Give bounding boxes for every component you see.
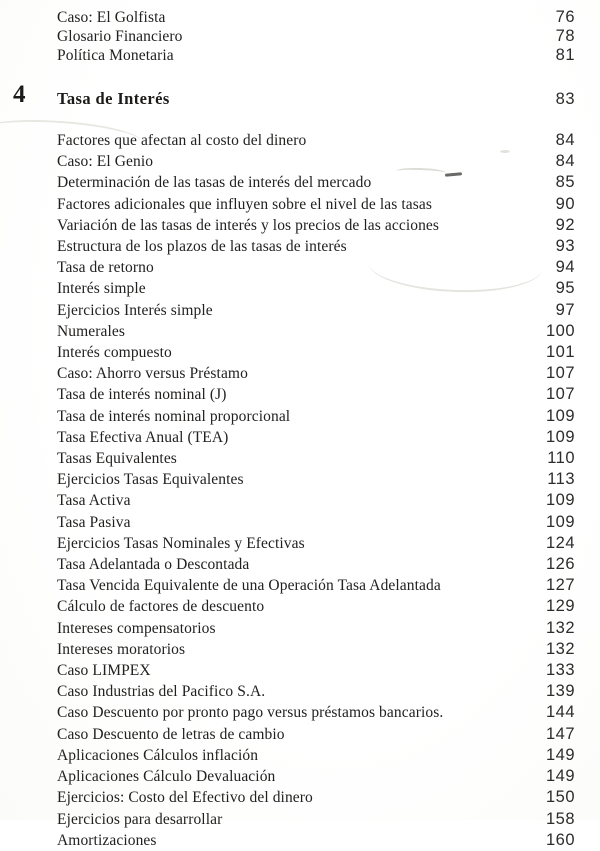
toc-entry-page-number: 149: [545, 767, 575, 786]
toc-entry-title: Factores que afectan al costo del dinero: [57, 132, 307, 149]
toc-entry-row: [57, 809, 575, 830]
toc-previous-chapter-entries: [57, 8, 575, 65]
toc-entry-row: [57, 172, 575, 193]
toc-entry-page-number: 158: [545, 809, 575, 828]
toc-entry-title: Tasa Adelantada o Descontada: [57, 556, 250, 574]
toc-entry-row: [57, 787, 575, 808]
toc-entry-title: Variación de las tasas de interés y los precios de las acciones: [57, 216, 440, 234]
toc-entry-title: Aplicaciones Cálculos inflación: [57, 746, 259, 764]
toc-entry-row: [57, 448, 575, 469]
toc-entry-title: Tasa Vencida Equivalente de una Operación Tasa Adelantada: [57, 577, 441, 595]
toc-entry-row: [57, 215, 575, 236]
toc-entry-title: Amortizaciones: [57, 831, 157, 849]
toc-entry-page-number: 109: [545, 491, 575, 510]
toc-entry-page-number: 147: [545, 724, 575, 743]
toc-entry-row: [57, 342, 575, 363]
toc-entry-page-number: 132: [545, 639, 575, 658]
toc-entry-row: [57, 512, 575, 533]
toc-entry-row: [57, 702, 575, 723]
toc-entry-page-number: 113: [547, 470, 575, 489]
toc-entry-row: [57, 130, 575, 151]
chapter-number: 4: [13, 81, 26, 108]
toc-entry-title: Tasa de interés nominal proporcional: [57, 407, 291, 425]
toc-entry-page-number: 160: [545, 830, 575, 849]
toc-entry-page-number: 90: [555, 194, 575, 213]
toc-entry-title: Caso Descuento de letras de cambio: [57, 725, 285, 743]
toc-entry-page-number: 109: [545, 406, 575, 425]
toc-entry-title: Caso: Ahorro versus Préstamo: [57, 365, 248, 383]
toc-entry-page-number: 127: [545, 576, 575, 595]
toc-entry-row: [57, 724, 575, 745]
chapter-page-number: 83: [555, 90, 575, 108]
toc-entry-page-number: 93: [555, 237, 575, 256]
toc-entry-title: Aplicaciones Cálculo Devaluación: [57, 768, 276, 786]
toc-entry-row: [57, 278, 575, 299]
toc-entry-title: Ejercicios Tasas Equivalentes: [57, 471, 244, 489]
toc-entry-row: [57, 554, 575, 575]
toc-entry-row: [57, 27, 575, 46]
toc-entry-title: Tasas Equivalentes: [57, 450, 177, 468]
toc-entry-page-number: 92: [555, 215, 575, 234]
toc-entry-row: [57, 363, 575, 384]
toc-entry-title: Ejercicios para desarrollar: [57, 810, 223, 828]
toc-chapter-heading-row: [13, 81, 575, 112]
toc-entry-row: [57, 8, 575, 27]
toc-entry-title: Tasa de interés nominal (J): [57, 386, 227, 404]
toc-entry-row: [57, 406, 575, 427]
toc-entry-row: [57, 830, 575, 851]
toc-entry-page-number: 133: [545, 661, 575, 680]
toc-entry-page-number: 85: [555, 173, 575, 192]
toc-entry-title: Intereses compensatorios: [57, 619, 216, 637]
toc-entry-page-number: 150: [545, 788, 575, 807]
toc-entry-row: [57, 745, 575, 766]
toc-entry-title: Intereses moratorios: [57, 640, 186, 658]
toc-entry-page-number: 95: [555, 279, 575, 298]
toc-entry-row: [57, 151, 575, 172]
toc-entry-row: [57, 469, 575, 490]
toc-entry-title: Tasa de retorno: [57, 259, 154, 277]
toc-entry-title: Glosario Financiero: [57, 28, 183, 45]
toc-entry-row: [57, 618, 575, 639]
toc-entry-title: Estructura de los plazos de las tasas de interés: [57, 238, 347, 256]
chapter-title: Tasa de Interés: [57, 89, 170, 108]
toc-entry-page-number: 139: [545, 682, 575, 701]
toc-entry-title: Ejercicios Tasas Nominales y Efectivas: [57, 534, 305, 552]
toc-entry-title: Determinación de las tasas de interés del mercado: [57, 174, 372, 192]
toc-entry-row: [57, 766, 575, 787]
toc-entry-title: Interés simple: [57, 280, 146, 298]
toc-entry-title: Cálculo de factores de descuento: [57, 598, 265, 616]
toc-entry-page-number: 109: [545, 512, 575, 531]
toc-entry-row: [57, 300, 575, 321]
toc-entry-title: Ejercicios: Costo del Efectivo del dinero: [57, 789, 313, 807]
toc-entry-page-number: 107: [545, 385, 575, 404]
toc-entry-title: Tasa Pasiva: [57, 513, 131, 531]
toc-entry-page-number: 124: [545, 533, 575, 552]
toc-entry-page-number: 126: [545, 555, 575, 574]
toc-entry-title: Caso Descuento por pronto pago versus préstamos bancarios.: [57, 704, 444, 722]
toc-entry-page-number: 84: [555, 131, 575, 149]
toc-entry-title: Caso: El Genio: [57, 153, 154, 171]
toc-entry-row: [57, 596, 575, 617]
toc-entry-row: [57, 321, 575, 342]
toc-entry-page-number: 107: [545, 364, 575, 383]
toc-entry-page-number: 109: [545, 427, 575, 446]
toc-chapter-entries: [57, 130, 575, 851]
toc-entry-page-number: 78: [555, 27, 575, 45]
toc-entry-title: Ejercicios Interés simple: [57, 301, 213, 319]
toc-entry-page-number: 129: [545, 597, 575, 616]
toc-entry-page-number: 100: [545, 321, 575, 340]
toc-entry-title: Tasa Efectiva Anual (TEA): [57, 428, 229, 446]
toc-entry-page-number: 76: [555, 8, 575, 26]
toc-entry-page-number: 132: [545, 618, 575, 637]
toc-entry-row: [57, 194, 575, 215]
toc-entry-page-number: 84: [555, 152, 575, 171]
toc-entry-row: [57, 384, 575, 405]
toc-entry-page-number: 94: [555, 258, 575, 277]
toc-entry-row: [57, 533, 575, 554]
toc-entry-row: [57, 46, 575, 65]
toc-entry-title: Tasa Activa: [57, 492, 131, 510]
toc-entry-row: [57, 490, 575, 511]
toc-entry-title: Factores adicionales que influyen sobre el nivel de las tasas: [57, 195, 432, 213]
toc-entry-row: [57, 257, 575, 278]
toc-entry-row: [57, 575, 575, 596]
toc-entry-page-number: 110: [547, 449, 575, 468]
toc-entry-row: [57, 639, 575, 660]
toc-entry-title: Caso LIMPEX: [57, 662, 151, 680]
toc-entry-page-number: 81: [555, 46, 575, 64]
toc-entry-row: [57, 427, 575, 448]
toc-entry-title: Caso Industrias del Pacifico S.A.: [57, 683, 266, 701]
toc-entry-page-number: 144: [545, 703, 575, 722]
toc-entry-row: [57, 660, 575, 681]
toc-entry-page-number: 97: [555, 300, 575, 319]
toc-entry-page-number: 149: [545, 745, 575, 764]
toc-entry-row: [57, 236, 575, 257]
toc-entry-title: Política Monetaria: [57, 47, 174, 64]
toc-entry-title: Interés compuesto: [57, 344, 172, 362]
toc-entry-title: Numerales: [57, 322, 126, 340]
toc-entry-row: [57, 681, 575, 702]
toc-entry-page-number: 101: [545, 343, 575, 362]
toc-entry-title: Caso: El Golfista: [57, 9, 166, 26]
